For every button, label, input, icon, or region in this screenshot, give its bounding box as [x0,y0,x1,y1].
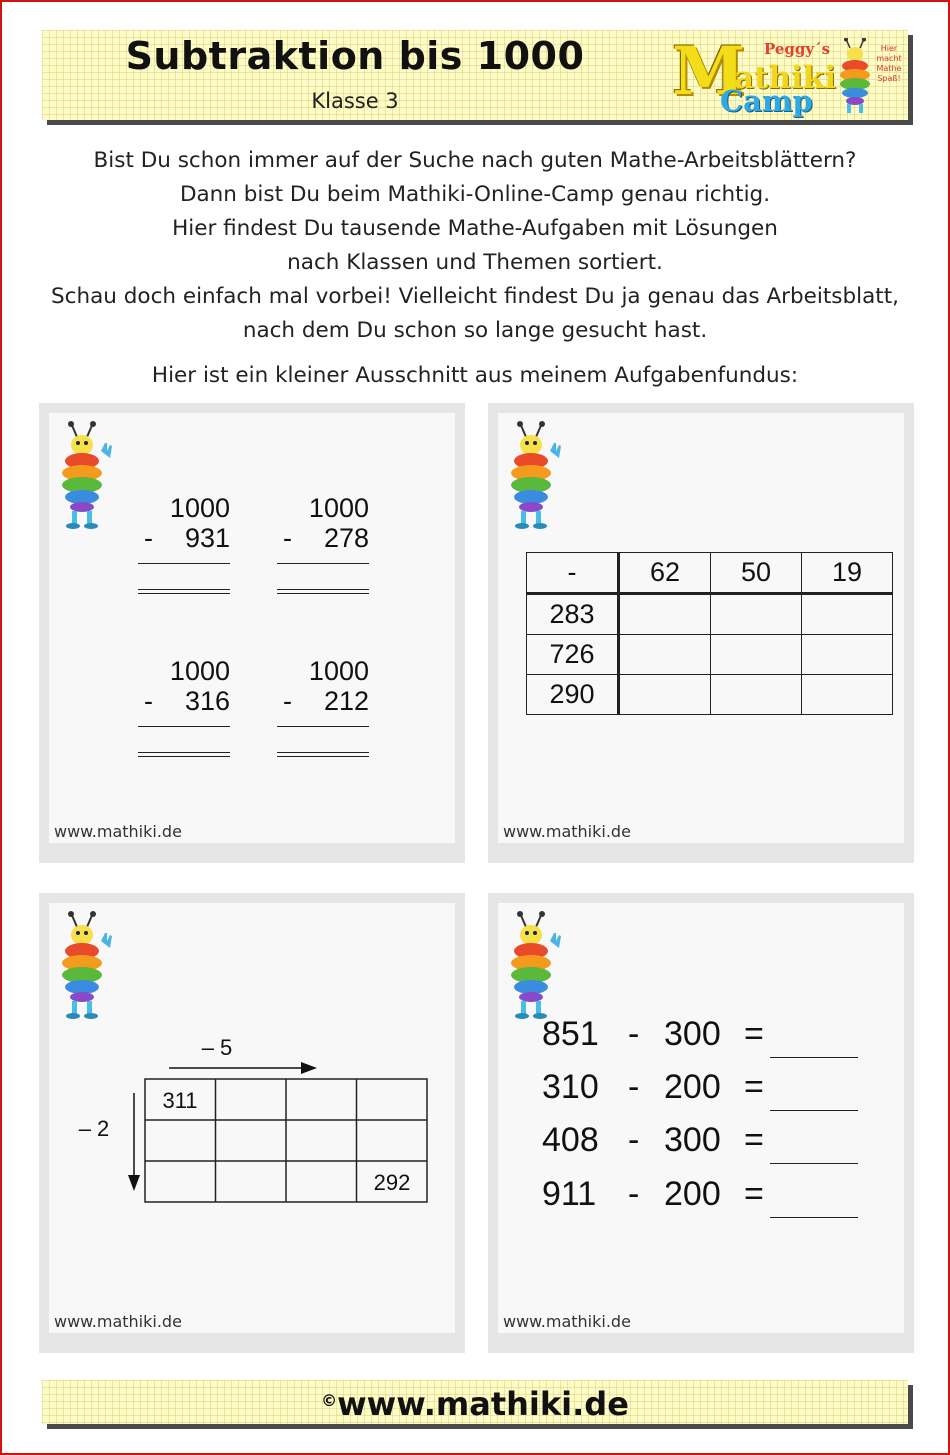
grid-end-value: 292 [373,1170,411,1195]
grid-start-value: 311 [162,1088,198,1113]
step-right-label: – 5 [201,1035,233,1060]
equation-row: 911 - 200 = [542,1175,872,1225]
table-cell [619,594,711,635]
panel-url: www.mathiki.de [54,1312,182,1331]
table-corner: - [527,553,619,594]
page-subtitle: Klasse 3 [311,89,399,113]
panel-url: www.mathiki.de [503,822,631,841]
mascot-icon [504,911,562,1021]
footer-url-text: www.mathiki.de [337,1385,629,1423]
equation-row: 851 - 300 = [542,1015,872,1065]
arrow-down-icon [128,1175,140,1191]
equation-row: 310 - 200 = [542,1068,872,1118]
panel-url: www.mathiki.de [54,822,182,841]
table-cell [619,635,711,675]
intro-text: Bist Du schon immer auf der Suche nach guten Mathe-Arbeitsblättern? Dann bist Du beim Mathiki-Online-Camp genau richtig. Hier findest Du tausende Mathe-Aufgaben mit Lösungen nach Klassen und Themen sortiert. Schau doch einfach mal vorbei! Vielleicht findest Du ja genau das Arbeitsblatt, nach dem Du schon so lange gesucht hast. [51,148,899,343]
table-cell [802,594,893,635]
equation-row: 408 - 300 = [542,1121,872,1171]
table-cell [802,635,893,675]
logo-athiki: athiki [734,60,836,96]
table-cell [711,594,802,635]
lead-text: Hier ist ein kleiner Ausschnitt aus meinem Aufgabenfundus: [151,363,799,388]
footer-link[interactable] [42,1385,908,1423]
logo-letter-m: M [672,32,746,110]
mascot-icon [55,421,113,531]
worksheet-preview-number-grid[interactable] [39,893,465,1353]
worksheet-preview-equations[interactable] [488,893,914,1353]
table-cell [711,675,802,715]
mascot-icon [504,421,562,531]
table-row-header: 726 [527,635,619,675]
table-col-header: 50 [711,553,802,594]
table-col-header: 62 [619,553,711,594]
arrow-right-icon [301,1062,317,1074]
answer-blank [770,1217,858,1218]
table-row-header: 283 [527,594,619,635]
table-cell [711,635,802,675]
logo-peggy: Peggy´s [764,40,831,58]
subtraction-table [526,552,893,715]
worksheet-preview-subtraction-table[interactable] [488,403,914,863]
panel-url: www.mathiki.de [503,1312,631,1331]
answer-blank [770,1110,858,1111]
worksheet-preview-written-subtraction[interactable]: 1000 - 931 1000 - 278 1000 - 316 1000 - 212 www.mathiki.de [39,403,465,863]
logo-mascot-icon [834,38,878,118]
copyright-symbol: © [321,1391,338,1410]
page-title: Subtraktion bis 1000 [125,34,585,78]
table-cell [802,675,893,715]
table-col-header: 19 [802,553,893,594]
answer-blank [770,1057,858,1058]
table-cell [619,675,711,715]
logo-tagline: Hier macht Mathe Spaß! [876,44,902,83]
step-down-label: – 2 [78,1116,110,1141]
mathiki-camp-logo[interactable] [670,32,906,120]
table-row-header: 290 [527,675,619,715]
answer-blank [770,1163,858,1164]
number-grid [49,903,455,1333]
logo-camp: Camp [720,84,813,118]
